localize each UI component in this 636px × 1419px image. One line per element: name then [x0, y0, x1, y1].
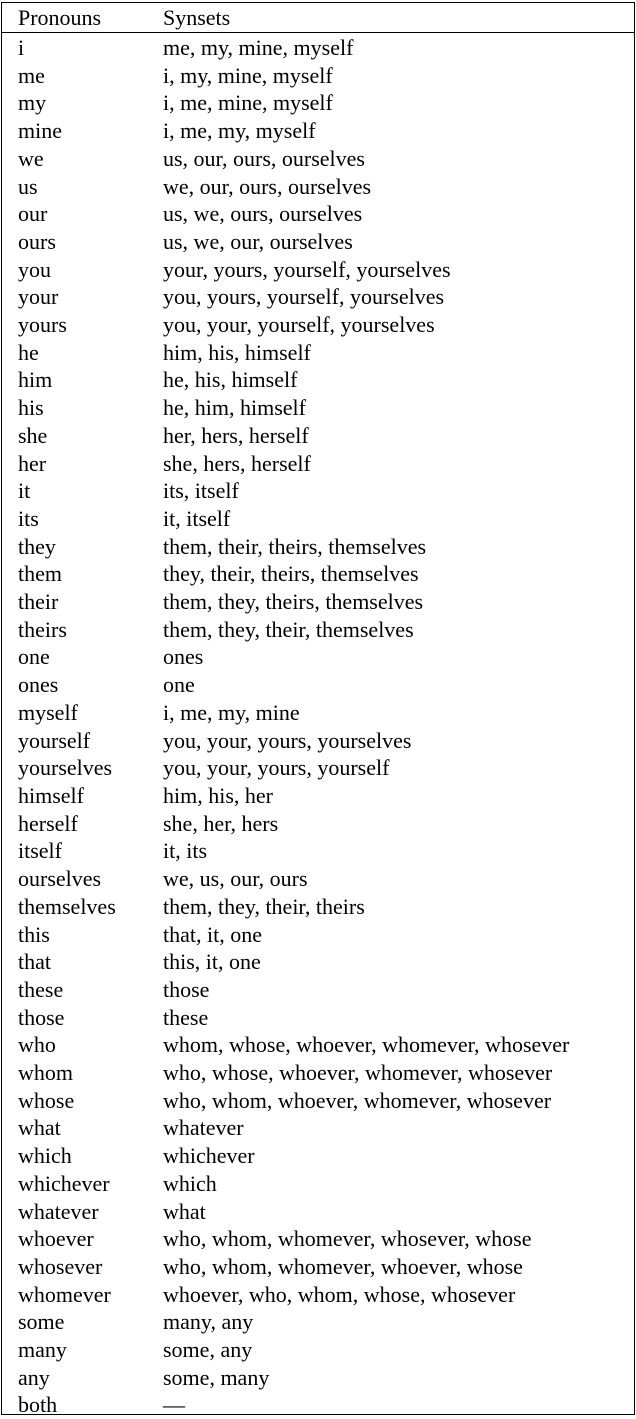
pronoun-cell: those: [2, 1004, 147, 1032]
synset-cell: him, his, her: [147, 782, 634, 810]
synset-cell: some, any: [147, 1336, 634, 1364]
pronoun-cell: they: [2, 533, 147, 561]
pronoun-cell: ones: [2, 671, 147, 699]
table-row: [2, 1087, 634, 1115]
pronoun-cell: these: [2, 976, 147, 1004]
synset-cell: that, it, one: [147, 921, 634, 949]
table-row: [2, 1253, 634, 1281]
table-row: [2, 1142, 634, 1170]
pronoun-cell: us: [2, 173, 147, 201]
table-row: [2, 1308, 634, 1336]
table-row: [2, 1031, 634, 1059]
table-row: [2, 256, 634, 284]
synset-cell: you, your, yourself, yourselves: [147, 311, 634, 339]
synset-cell: them, they, theirs, themselves: [147, 588, 634, 616]
synset-cell: them, they, their, themselves: [147, 616, 634, 644]
pronoun-cell: mine: [2, 117, 147, 145]
table-row: [2, 1170, 634, 1198]
synset-cell: they, their, theirs, themselves: [147, 560, 634, 588]
synset-cell: i, me, my, myself: [147, 117, 634, 145]
pronoun-cell: whomever: [2, 1281, 147, 1309]
table-row: [2, 1059, 634, 1087]
synset-cell: who, whose, whoever, whomever, whosever: [147, 1059, 634, 1087]
table-row: [2, 671, 634, 699]
table-row: [2, 450, 634, 478]
pronoun-cell: itself: [2, 837, 147, 865]
synset-cell: who, whom, whomever, whosever, whose: [147, 1225, 634, 1253]
synset-cell: i, me, mine, myself: [147, 89, 634, 117]
synset-cell: she, hers, herself: [147, 450, 634, 478]
table-row: [2, 643, 634, 671]
pronoun-cell: ourselves: [2, 865, 147, 893]
synset-cell: —: [147, 1391, 634, 1419]
table-row: [2, 62, 634, 90]
synset-cell: some, many: [147, 1364, 634, 1392]
header-pronouns: Pronouns: [2, 3, 147, 33]
table-row: [2, 1364, 634, 1392]
synset-cell: what: [147, 1198, 634, 1226]
table-row: [2, 422, 634, 450]
pronoun-cell: theirs: [2, 616, 147, 644]
synset-cell: who, whom, whoever, whomever, whosever: [147, 1087, 634, 1115]
table-row: [2, 1198, 634, 1226]
table-row: [2, 588, 634, 616]
pronoun-cell: it: [2, 477, 147, 505]
synset-cell: i, my, mine, myself: [147, 62, 634, 90]
header-synsets: Synsets: [147, 3, 634, 33]
pronoun-cell: yourself: [2, 727, 147, 755]
table-row: [2, 1225, 634, 1253]
synset-cell: them, their, theirs, themselves: [147, 533, 634, 561]
table-row: [2, 533, 634, 561]
pronoun-cell: yourselves: [2, 754, 147, 782]
synset-cell: this, it, one: [147, 948, 634, 976]
synset-cell: us, we, ours, ourselves: [147, 200, 634, 228]
pronoun-cell: myself: [2, 699, 147, 727]
synset-cell: whichever: [147, 1142, 634, 1170]
table-row: [2, 339, 634, 367]
pronoun-cell: our: [2, 200, 147, 228]
table-row: [2, 810, 634, 838]
pronoun-cell: its: [2, 505, 147, 533]
pronoun-cell: me: [2, 62, 147, 90]
table-row: [2, 173, 634, 201]
synset-cell: many, any: [147, 1308, 634, 1336]
table-row: [2, 921, 634, 949]
synset-cell: ones: [147, 643, 634, 671]
pronoun-cell: yours: [2, 311, 147, 339]
synset-cell: he, him, himself: [147, 394, 634, 422]
synset-cell: you, your, yours, yourselves: [147, 727, 634, 755]
synset-cell: its, itself: [147, 477, 634, 505]
synset-cell: one: [147, 671, 634, 699]
table-row: [2, 311, 634, 339]
synset-cell: me, my, mine, myself: [147, 33, 634, 62]
synset-cell: her, hers, herself: [147, 422, 634, 450]
pronoun-cell: he: [2, 339, 147, 367]
synset-cell: it, its: [147, 837, 634, 865]
table-row: [2, 1114, 634, 1142]
synset-cell: she, her, hers: [147, 810, 634, 838]
table-row: [2, 89, 634, 117]
pronoun-cell: one: [2, 643, 147, 671]
table-row: [2, 505, 634, 533]
pronoun-cell: whatever: [2, 1198, 147, 1226]
table-row: [2, 754, 634, 782]
synset-cell: him, his, himself: [147, 339, 634, 367]
table-row: [2, 145, 634, 173]
table-row: [2, 699, 634, 727]
synset-cell: whatever: [147, 1114, 634, 1142]
pronoun-cell: him: [2, 366, 147, 394]
synset-cell: which: [147, 1170, 634, 1198]
synset-cell: your, yours, yourself, yourselves: [147, 256, 634, 284]
pronoun-cell: you: [2, 256, 147, 284]
pronoun-synset-table: [2, 3, 634, 1419]
pronoun-cell: this: [2, 921, 147, 949]
table-row: [2, 865, 634, 893]
table-row: [2, 1004, 634, 1032]
pronoun-cell: your: [2, 283, 147, 311]
table-header-row: [2, 3, 634, 33]
table-row: [2, 366, 634, 394]
pronoun-cell: ours: [2, 228, 147, 256]
table-row: [2, 283, 634, 311]
synset-cell: we, us, our, ours: [147, 865, 634, 893]
table-row: [2, 837, 634, 865]
pronoun-cell: who: [2, 1031, 147, 1059]
table-row: [2, 1336, 634, 1364]
pronoun-cell: his: [2, 394, 147, 422]
synset-cell: he, his, himself: [147, 366, 634, 394]
synset-cell: you, yours, yourself, yourselves: [147, 283, 634, 311]
synset-cell: whom, whose, whoever, whomever, whosever: [147, 1031, 634, 1059]
pronoun-cell: whom: [2, 1059, 147, 1087]
table-row: [2, 560, 634, 588]
pronoun-cell: whosever: [2, 1253, 147, 1281]
synset-cell: who, whom, whomever, whoever, whose: [147, 1253, 634, 1281]
pronoun-cell: that: [2, 948, 147, 976]
table-row: [2, 228, 634, 256]
pronoun-cell: them: [2, 560, 147, 588]
synset-cell: it, itself: [147, 505, 634, 533]
pronoun-cell: she: [2, 422, 147, 450]
table-row: [2, 33, 634, 62]
table-row: [2, 782, 634, 810]
synset-cell: these: [147, 1004, 634, 1032]
table-row: [2, 200, 634, 228]
pronoun-cell: whose: [2, 1087, 147, 1115]
table-row: [2, 117, 634, 145]
synset-cell: us, our, ours, ourselves: [147, 145, 634, 173]
pronoun-cell: herself: [2, 810, 147, 838]
pronoun-cell: both: [2, 1391, 147, 1419]
table-row: [2, 976, 634, 1004]
pronoun-cell: i: [2, 33, 147, 62]
synset-cell: you, your, yours, yourself: [147, 754, 634, 782]
pronoun-cell: we: [2, 145, 147, 173]
table-row: [2, 1281, 634, 1309]
pronoun-cell: what: [2, 1114, 147, 1142]
synset-cell: whoever, who, whom, whose, whosever: [147, 1281, 634, 1309]
pronoun-cell: whichever: [2, 1170, 147, 1198]
table-row: [2, 893, 634, 921]
pronoun-synset-table-frame: [1, 2, 635, 1415]
table-row: [2, 616, 634, 644]
synset-cell: them, they, their, theirs: [147, 893, 634, 921]
table-body: [2, 33, 634, 1419]
pronoun-cell: her: [2, 450, 147, 478]
synset-cell: us, we, our, ourselves: [147, 228, 634, 256]
table-row: [2, 1391, 634, 1419]
table-row: [2, 948, 634, 976]
pronoun-cell: many: [2, 1336, 147, 1364]
pronoun-cell: which: [2, 1142, 147, 1170]
pronoun-cell: their: [2, 588, 147, 616]
pronoun-cell: themselves: [2, 893, 147, 921]
pronoun-cell: any: [2, 1364, 147, 1392]
table-row: [2, 394, 634, 422]
synset-cell: we, our, ours, ourselves: [147, 173, 634, 201]
pronoun-cell: some: [2, 1308, 147, 1336]
pronoun-cell: my: [2, 89, 147, 117]
pronoun-cell: himself: [2, 782, 147, 810]
table-row: [2, 727, 634, 755]
synset-cell: those: [147, 976, 634, 1004]
table-row: [2, 477, 634, 505]
synset-cell: i, me, my, mine: [147, 699, 634, 727]
pronoun-cell: whoever: [2, 1225, 147, 1253]
